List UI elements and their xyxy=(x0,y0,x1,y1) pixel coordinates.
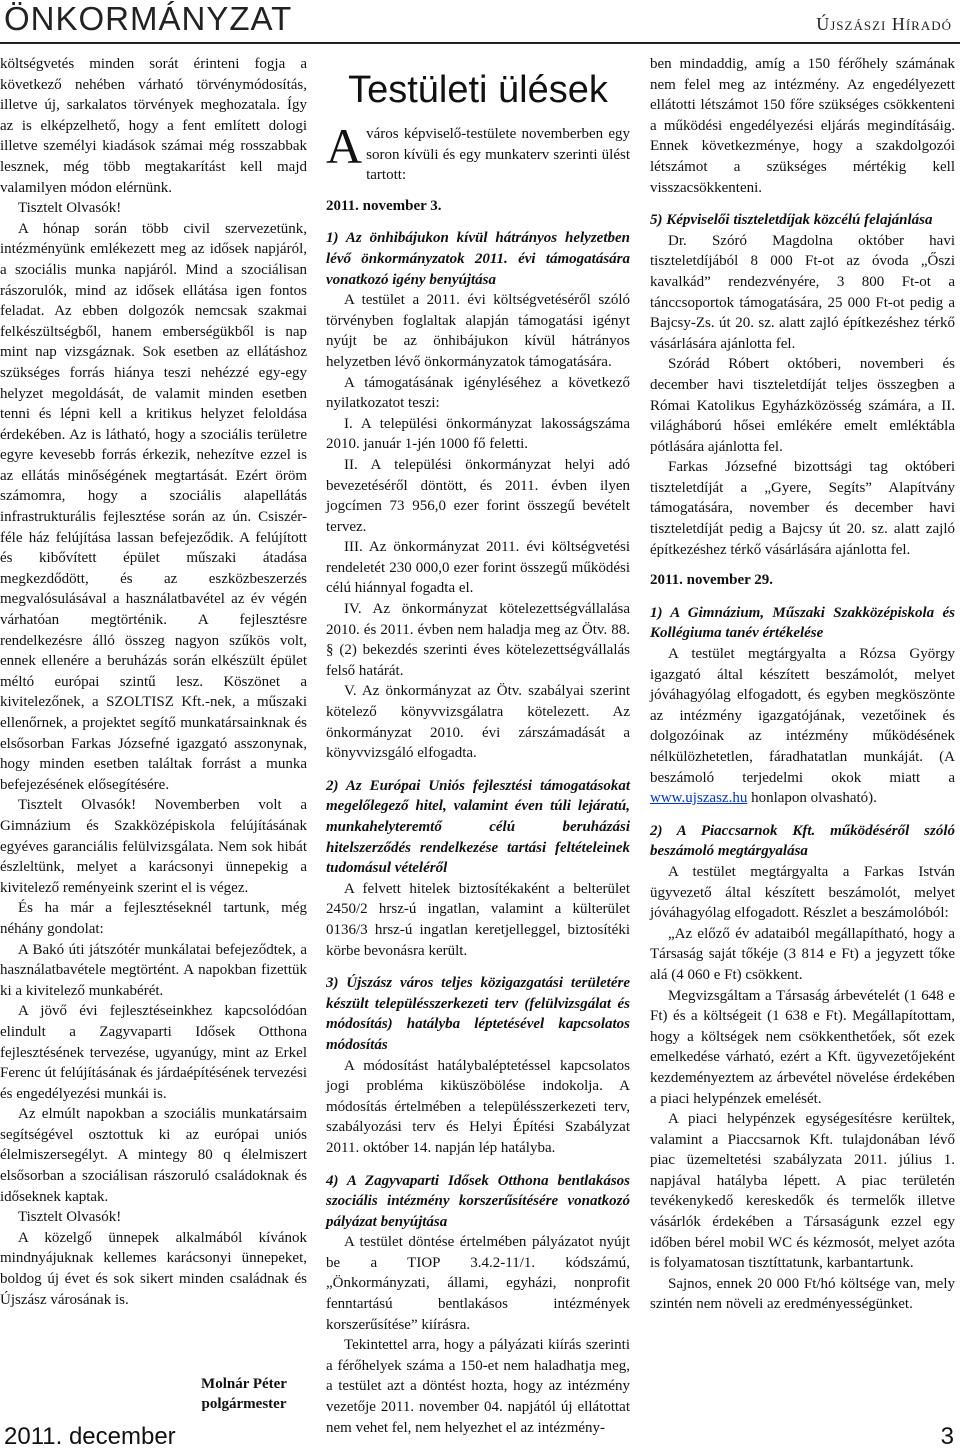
paragraph: költségvetés minden sorát érinteni fogja a következő nehében várható törvénymódosítás, illetve új, sarkalatos törvények meghozatala. Így az is elképzelhető, hogy a fent említett dologi illetve személyi kiadások számai még rosszabbak lesznek, még több megtakarítást kell majd valamilyen módon elérnünk. xyxy=(0,56,307,196)
column-mayor-letter xyxy=(0,54,307,1310)
item-title: 4) A Zagyvaparti Idősek Otthona bentlakásos szociális intézmény korszerűsítésére vonatkozó pályázat benyújtása xyxy=(326,1172,630,1230)
paragraph: A testület megtárgyalta a Farkas István ügyvezető által készített beszámolót, melyet jóváhagyólag elfogadott. Részlet a beszámolóból: xyxy=(650,863,955,922)
paragraph: A Bakó úti játszótér munkálatai befejeződtek, a használatbavétele megtörtént. A napokban fizettük ki a kivitelező munkabérét. xyxy=(0,941,307,999)
paragraph: Dr. Szóró Magdolna október havi tiszteletdíjából 8 000 Ft-ot az óvoda „Őszi kavalkád” rendezvényére, 3 800 Ft-ot a tánccsoportok támogatására, 25 000 Ft-ot pedig a Bajcsy-Zs. út 20. sz. alatt zajló építkezéshez térkő vásárlására ajánlotta fel. xyxy=(650,232,955,352)
intro-text: város képviselő-testülete novemberben egy soron kívüli és egy munkaterv szerinti ülést tartott: xyxy=(366,126,630,184)
paragraph xyxy=(650,644,955,809)
column-council-meetings xyxy=(326,54,630,1438)
paragraph: A piaci helypénzek egységesítésre kerültek, valamint a Piaccsarnok Kft. tulajdonában lévő piac üzemeltetési szabályzata 2011. július 1. napjával hatályba lépett. A piac területén tevékenykedő kereskedők és termelők illetve vásárlók érdekében a Társaságunk ezzel egy időben bérel mobil WC és kézmosót, melyet azóta is folyamatosan tisztíttatunk, karbantartunk. xyxy=(650,1111,955,1272)
meeting-date: 2011. november 29. xyxy=(650,572,774,589)
paragraph-text: A testület megtárgyalta a Rózsa György igazgató által készített beszámolót, melyet jóváhagyólag elfogadott, és egyben megköszönte az intézmény igazgatójának, vezetőinek és dolgozóinak az intézmény működésének nélkülözhetetlen, fáradhatatlan munkáját. (A beszámoló terjedelmi okok miatt a xyxy=(650,646,955,786)
header-rule xyxy=(0,42,960,44)
paragraph-text: honlapon olvasható). xyxy=(747,790,877,807)
signature-name: Molnár Péter xyxy=(201,1376,287,1392)
paragraph: Tisztelt Olvasók! xyxy=(18,200,122,217)
item-title: 1) Az önhibájukon kívül hátrányos helyzetben lévő önkormányzatok 2011. évi támogatására vonatkozó igény benyújtása xyxy=(326,230,630,288)
paragraph: V. Az önkormányzat az Ötv. szabályai szerint kötelező könyvvizsgálatra kötelezett. Az önkormányzat 2010. évi zárszámadását a könyvvizsgáló elfogadta. xyxy=(326,683,630,762)
paragraph: „Az előző év adataiból megállapítható, hogy a Társaság saját tőkéje (3 814 e Ft) a jegyzett tőke alá (4 060 e Ft) csökkent. xyxy=(650,925,955,983)
paragraph: A testület döntése értelmében pályázatot nyújt be a TIOP 3.4.2-11/1. kódszámú, „Önkormányzati, állami, egyházi, nonprofit fenntartású bentlakásos intézmények korszerűsítése” kiírásra. xyxy=(326,1234,630,1333)
website-link[interactable]: www.ujszasz.hu xyxy=(650,790,748,807)
signature xyxy=(180,1374,308,1414)
paragraph: És ha már a fejlesztéseknél tartunk, még néhány gondolat: xyxy=(0,900,307,937)
column-council-continued xyxy=(650,54,955,1315)
paragraph: III. Az önkormányzat 2011. évi költségvetési rendeletét 230 000,0 ezer forint összegű működési célú hiánnyal fogadta el. xyxy=(326,539,630,597)
paragraph: IV. Az önkormányzat kötelezettségvállalása 2010. és 2011. évben nem haladja meg az Ötv. 88. § (2) bekezdés szerinti éves kötelezettségvállalás felső határát. xyxy=(326,601,630,679)
meeting-date: 2011. november 3. xyxy=(326,197,442,214)
paragraph: A felvett hitelek biztosítékaként a belterület 2450/2 hrsz-ú ingatlan, valamint a külterület 0136/3 hrsz-ú ingatlan keretjelleggel, biztosítéki körbe bevonásra került. xyxy=(326,880,630,959)
publication-name: Újszászi Híradó xyxy=(816,14,952,34)
item-title: 3) Újszász város teljes közigazgatási területére készült településszerkezeti terv (felülvizsgálat és módosítás) hatályba léptetésével kapcsolatos módosítás xyxy=(326,975,630,1053)
paragraph: A testület a 2011. évi költségvetéséről szóló törvényben foglaltak alapján támogatási igényt nyújt be az önhibájukon kívül hátrányos helyzetben lévő önkormányzatok támogatására. xyxy=(326,292,630,370)
paragraph: A hónap során több civil szervezetünk, intézményünk emlékezett meg az idősek napjáról, a szociális munka napjáról. Mind a szociálisan rászorulók, mind az idősek ellátása igen fontos feladat. Az ebben dolgozók nemcsak szakmai felkészültségből, hanem emberségükből is nap mint nap vizsgáznak. Sok esetben az ellátáshoz szükséges forrás hiánya teszi nehézzé egy-egy helyzet megoldását, de valamit minden esetben tenni és lépni kell a kritikus helyzet feloldása érdekében. Az is látható, hogy a szociális területre egyre kevesebb forrás érkezik, nehezítve ezzel is az ellátás minőségének megtartását. Ezért öröm számomra, hogy a szociális alapellátás infrastrukturális fejlesztése során az ún. Csiszér-féle ház felújítása lassan befejeződik. A felújított és kibővített épület műszaki átadása megkezdődött, és az eszközbeszerzés megvalósulásával a használatbavétel az év végén várhatóan megtörténik. A fejlesztésre rendelkezésre álló összeg nagyon szűkös volt, ennek ellenére a beruházás során elkészült épület méltó európai szintű lesz. Köszönet a kivitelezőnek, a SZOLTISZ Kft.-nek, a műszaki ellenőrnek, a projektet segítő munkatársainknak és elsősorban Farkas Józsefné igazgató asszonynak, hogy minden esetben találtak forrást a munka befejezésének elősegítésére. xyxy=(0,220,307,793)
article-headline: Testületi ülések xyxy=(348,69,608,111)
paragraph: I. A települési önkormányzat lakosságszáma 2010. január 1-jén 1000 fő feletti. xyxy=(326,415,630,453)
intro-paragraph xyxy=(326,118,630,186)
page-number: 3 xyxy=(940,1423,954,1450)
paragraph: A módosítást hatálybaléptetéssel kapcsolatos jogi probléma kiküszöbölése indokolja. A módosítás értelmében a településszerkezeti terv, szabályozási terv és Helyi Építési Szabályzat 2011. október 14. napján lép hatályba. xyxy=(326,1057,630,1156)
drop-cap: A xyxy=(326,118,363,174)
paragraph: A támogatásának igényléséhez a következő nyilatkozatot teszi: xyxy=(326,374,630,412)
paragraph: A közelgő ünnepek alkalmából kívánok mindnyájuknak kellemes karácsonyi ünnepeket, boldog új évet és sok sikert minden családnak és Újszász városának is. xyxy=(0,1229,307,1308)
page-header xyxy=(0,0,960,46)
paragraph: A jövő évi fejlesztéseinkhez kapcsolódóan elindult a Zagyvaparti Idősek Otthona fejlesztésének tervezése, ugyanúgy, mint az Erkel Ferenc út felújításának és járdaépítésének tervezési és engedélyezési munkái is. xyxy=(0,1003,307,1102)
signature-role: polgármester xyxy=(201,1396,287,1412)
paragraph: ben mindaddig, amíg a 150 férőhely számának nem felel meg az intézmény. Az engedélyezett ellátotti létszámot 150 főre szükséges csökkenteni a működési engedélyezési eljárás megindításáig. Ennek következménye, hogy a szakdolgozói létszámot a szükséges mértékig kell visszacsökkenteni. xyxy=(650,56,955,196)
paragraph: Megvizsgáltam a Társaság árbevételét (1 648 e Ft) és a költségeit (1 638 e Ft). Megállapítottam, hogy a költségek nem csökkenthetőek, sőt ezek emelkedése várható, ezért a Kft. ügyvezetőjeként kezdeményeztem az árbevétel növelése érdekében a piaci helypénzek emelését. xyxy=(650,987,955,1107)
paragraph: Farkas Józsefné bizottsági tag októberi tiszteletdíját a „Gyere, Segíts” Alapítvány támogatására, november és december havi tiszteletdíját pedig a Bajcsy út 20. sz. alatt zajló építkezéshez térkő vásárlására ajánlotta fel. xyxy=(650,459,955,558)
paragraph: Tisztelt Olvasók! xyxy=(18,1209,122,1226)
item-title: 1) A Gimnázium, Műszaki Szakközépiskola és Kollégiuma tanév értékelése xyxy=(650,604,955,642)
paragraph: Szórád Róbert októberi, novemberi és december havi tiszteletdíját teljes összegben a Római Katolikus Egyházközösség számára, a II. világháború hősei emlékére emelt emléktábla pótlására ajánlotta fel. xyxy=(650,356,955,455)
item-title: 5) Képviselői tiszteletdíjak közcélú felajánlása xyxy=(650,212,933,229)
item-title: 2) Az Európai Uniós fejlesztési támogatásokat megelőlegező hitel, valamint éven túli lejáratú, munkahelyteremtő célú beruházási hitelszerződés rendelkezése tartási feltételeinek tudomásul vételéről xyxy=(326,777,630,877)
paragraph: Sajnos, ennek 20 000 Ft/hó költsége van, mely szintén nem növeli az eredményességünket. xyxy=(650,1275,955,1313)
paragraph: Az elmúlt napokban a szociális munkatársaim segítségével osztottuk ki az európai uniós élelmiszersegélyt. A mintegy 80 q élelmiszert elsősorban a szociálisan rászoruló családoknak és időseknek kaptak. xyxy=(0,1106,307,1205)
paragraph: Tekintettel arra, hogy a pályázati kiírás szerinti a férőhelyek száma a 150-et nem haladhatja meg, a testület azt a döntést hozta, hogy az intézmény vezetője 2011. november 04. napjától új ellátottat nem vehet fel, nem helyezhet el az intézmény- xyxy=(326,1337,630,1436)
section-title: ÖNKORMÁNYZAT xyxy=(4,0,293,37)
item-title: 2) A Piaccsarnok Kft. működéséről szóló beszámoló megtárgyalása xyxy=(650,822,955,860)
paragraph: II. A települési önkormányzat helyi adó bevezetéséről döntött, és 2011. évben ilyen jogcímen 73 956,0 ezer forint összegű bevételt tervez. xyxy=(326,456,630,535)
issue-date: 2011. december xyxy=(4,1423,176,1450)
paragraph: Tisztelt Olvasók! Novemberben volt a Gimnázium és Szakközépiskola felújításának egyéves garanciális felülvizsgálata. Nem sok hibát észleltünk, melyet a karácsonyi ünnepekig a kivitelező reményeink szerint el is végez. xyxy=(0,797,307,896)
